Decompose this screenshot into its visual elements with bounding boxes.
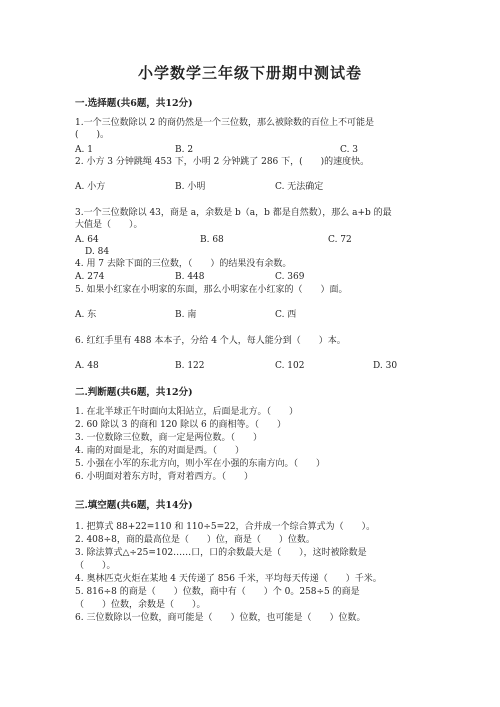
question-5-option-a: A. 东 xyxy=(75,310,97,320)
fill-item: 4. 奥林匹克火炬在某地 4 天传递了 856 千米，平均每天传递（ ）千米。 xyxy=(75,574,382,584)
question-2-option-b: B. 小明 xyxy=(175,182,206,192)
judge-item: 2. 60 除以 3 的商和 120 除以 6 的商相等。（ ） xyxy=(75,420,287,430)
question-3-option-d: D. 84 xyxy=(85,247,110,257)
question-1-text-cont: ( )。 xyxy=(75,130,110,140)
question-5-option-c: C. 西 xyxy=(275,310,297,320)
question-3-option-b: B. 68 xyxy=(200,235,224,245)
section-heading-choice: 一.选择题(共6题，共12分) xyxy=(75,98,193,109)
question-3-text: 3.一个三位数除以 43，商是 a，余数是 b（a，b 都是自然数），那么 a+b 的最 xyxy=(75,208,392,218)
fill-item: 5. 816÷8 的商是（ ）位数，商中有（ ）个 0。258÷5 的商是 xyxy=(75,587,360,597)
question-2-option-c: C. 无法确定 xyxy=(275,182,324,192)
page-title: 小学数学三年级下册期中测试卷 xyxy=(137,64,362,82)
fill-item-cont: （ ）位数，余数是（ ）。 xyxy=(75,600,206,610)
judge-item: 1. 在北半球正午时面向太阳站立，后面是北方。（ ） xyxy=(75,407,298,417)
question-4-option-c: C. 369 xyxy=(275,272,305,282)
question-3-text-cont: 大值是（ ）。 xyxy=(75,220,143,230)
question-4-option-a: A. 274 xyxy=(75,272,105,282)
question-2-text: 2. 小方 3 分钟跳绳 453 下，小明 2 分钟跳了 286 下，( )的速度快。 xyxy=(75,157,370,167)
section-heading-judge: 二.判断题(共6题，共12分) xyxy=(75,387,193,398)
fill-item-cont: （ ）。 xyxy=(75,561,116,571)
fill-item: 3. 除法算式△÷25=102……口，口的余数最大是（ ），这时被除数是 xyxy=(75,548,367,558)
judge-item: 3. 一位数除三位数，商一定是两位数。（ ） xyxy=(75,433,262,443)
question-6-option-a: A. 48 xyxy=(75,361,99,371)
fill-item: 6. 三位数除以一位数，商可能是（ ）位数，也可能是（ ）位数。 xyxy=(75,613,366,623)
question-6-option-d: D. 30 xyxy=(373,361,398,371)
question-2-option-a: A. 小方 xyxy=(75,182,106,192)
question-1-option-b: B. 2 xyxy=(175,145,194,155)
question-6-option-b: B. 122 xyxy=(175,361,205,371)
question-6-text: 6. 红红手里有 488 本本子，分给 4 个人，每人能分到（ ）本。 xyxy=(75,336,346,346)
question-5-option-b: B. 南 xyxy=(175,310,197,320)
fill-item: 1. 把算式 88+22=110 和 110÷5=22，合并成一个综合算式为（ ）。 xyxy=(75,522,376,532)
question-1-option-c: C. 3 xyxy=(340,145,359,155)
question-1-option-a: A. 1 xyxy=(75,145,93,155)
judge-item: 6. 小明面对着东方时，背对着西方。（ ） xyxy=(75,472,253,482)
judge-item: 5. 小强在小军的东北方向，则小军在小强的东南方向。（ ） xyxy=(75,459,325,469)
question-3-option-a: A. 64 xyxy=(75,235,99,245)
section-heading-fill: 三.填空题(共6题，共14分) xyxy=(75,500,193,511)
question-3-option-c: C. 72 xyxy=(328,235,352,245)
question-4-text: 4. 用 7 去除下面的三位数，（ ）的结果没有余数。 xyxy=(75,259,292,269)
question-4-option-b: B. 448 xyxy=(175,272,205,282)
question-5-text: 5. 如果小红家在小明家的东面，那么小明家在小红家的（ ）面。 xyxy=(75,285,348,295)
judge-item: 4. 南的对面是北，东的对面是西。（ ） xyxy=(75,446,244,456)
question-1-text: 1.一个三位数除以 2 的商仍然是一个三位数，那么被除数的百位上不可能是 xyxy=(75,118,375,128)
fill-item: 2. 408÷8，商的最高位是（ ）位，商是（ ）位数。 xyxy=(75,535,315,545)
question-6-option-c: C. 102 xyxy=(275,361,305,371)
